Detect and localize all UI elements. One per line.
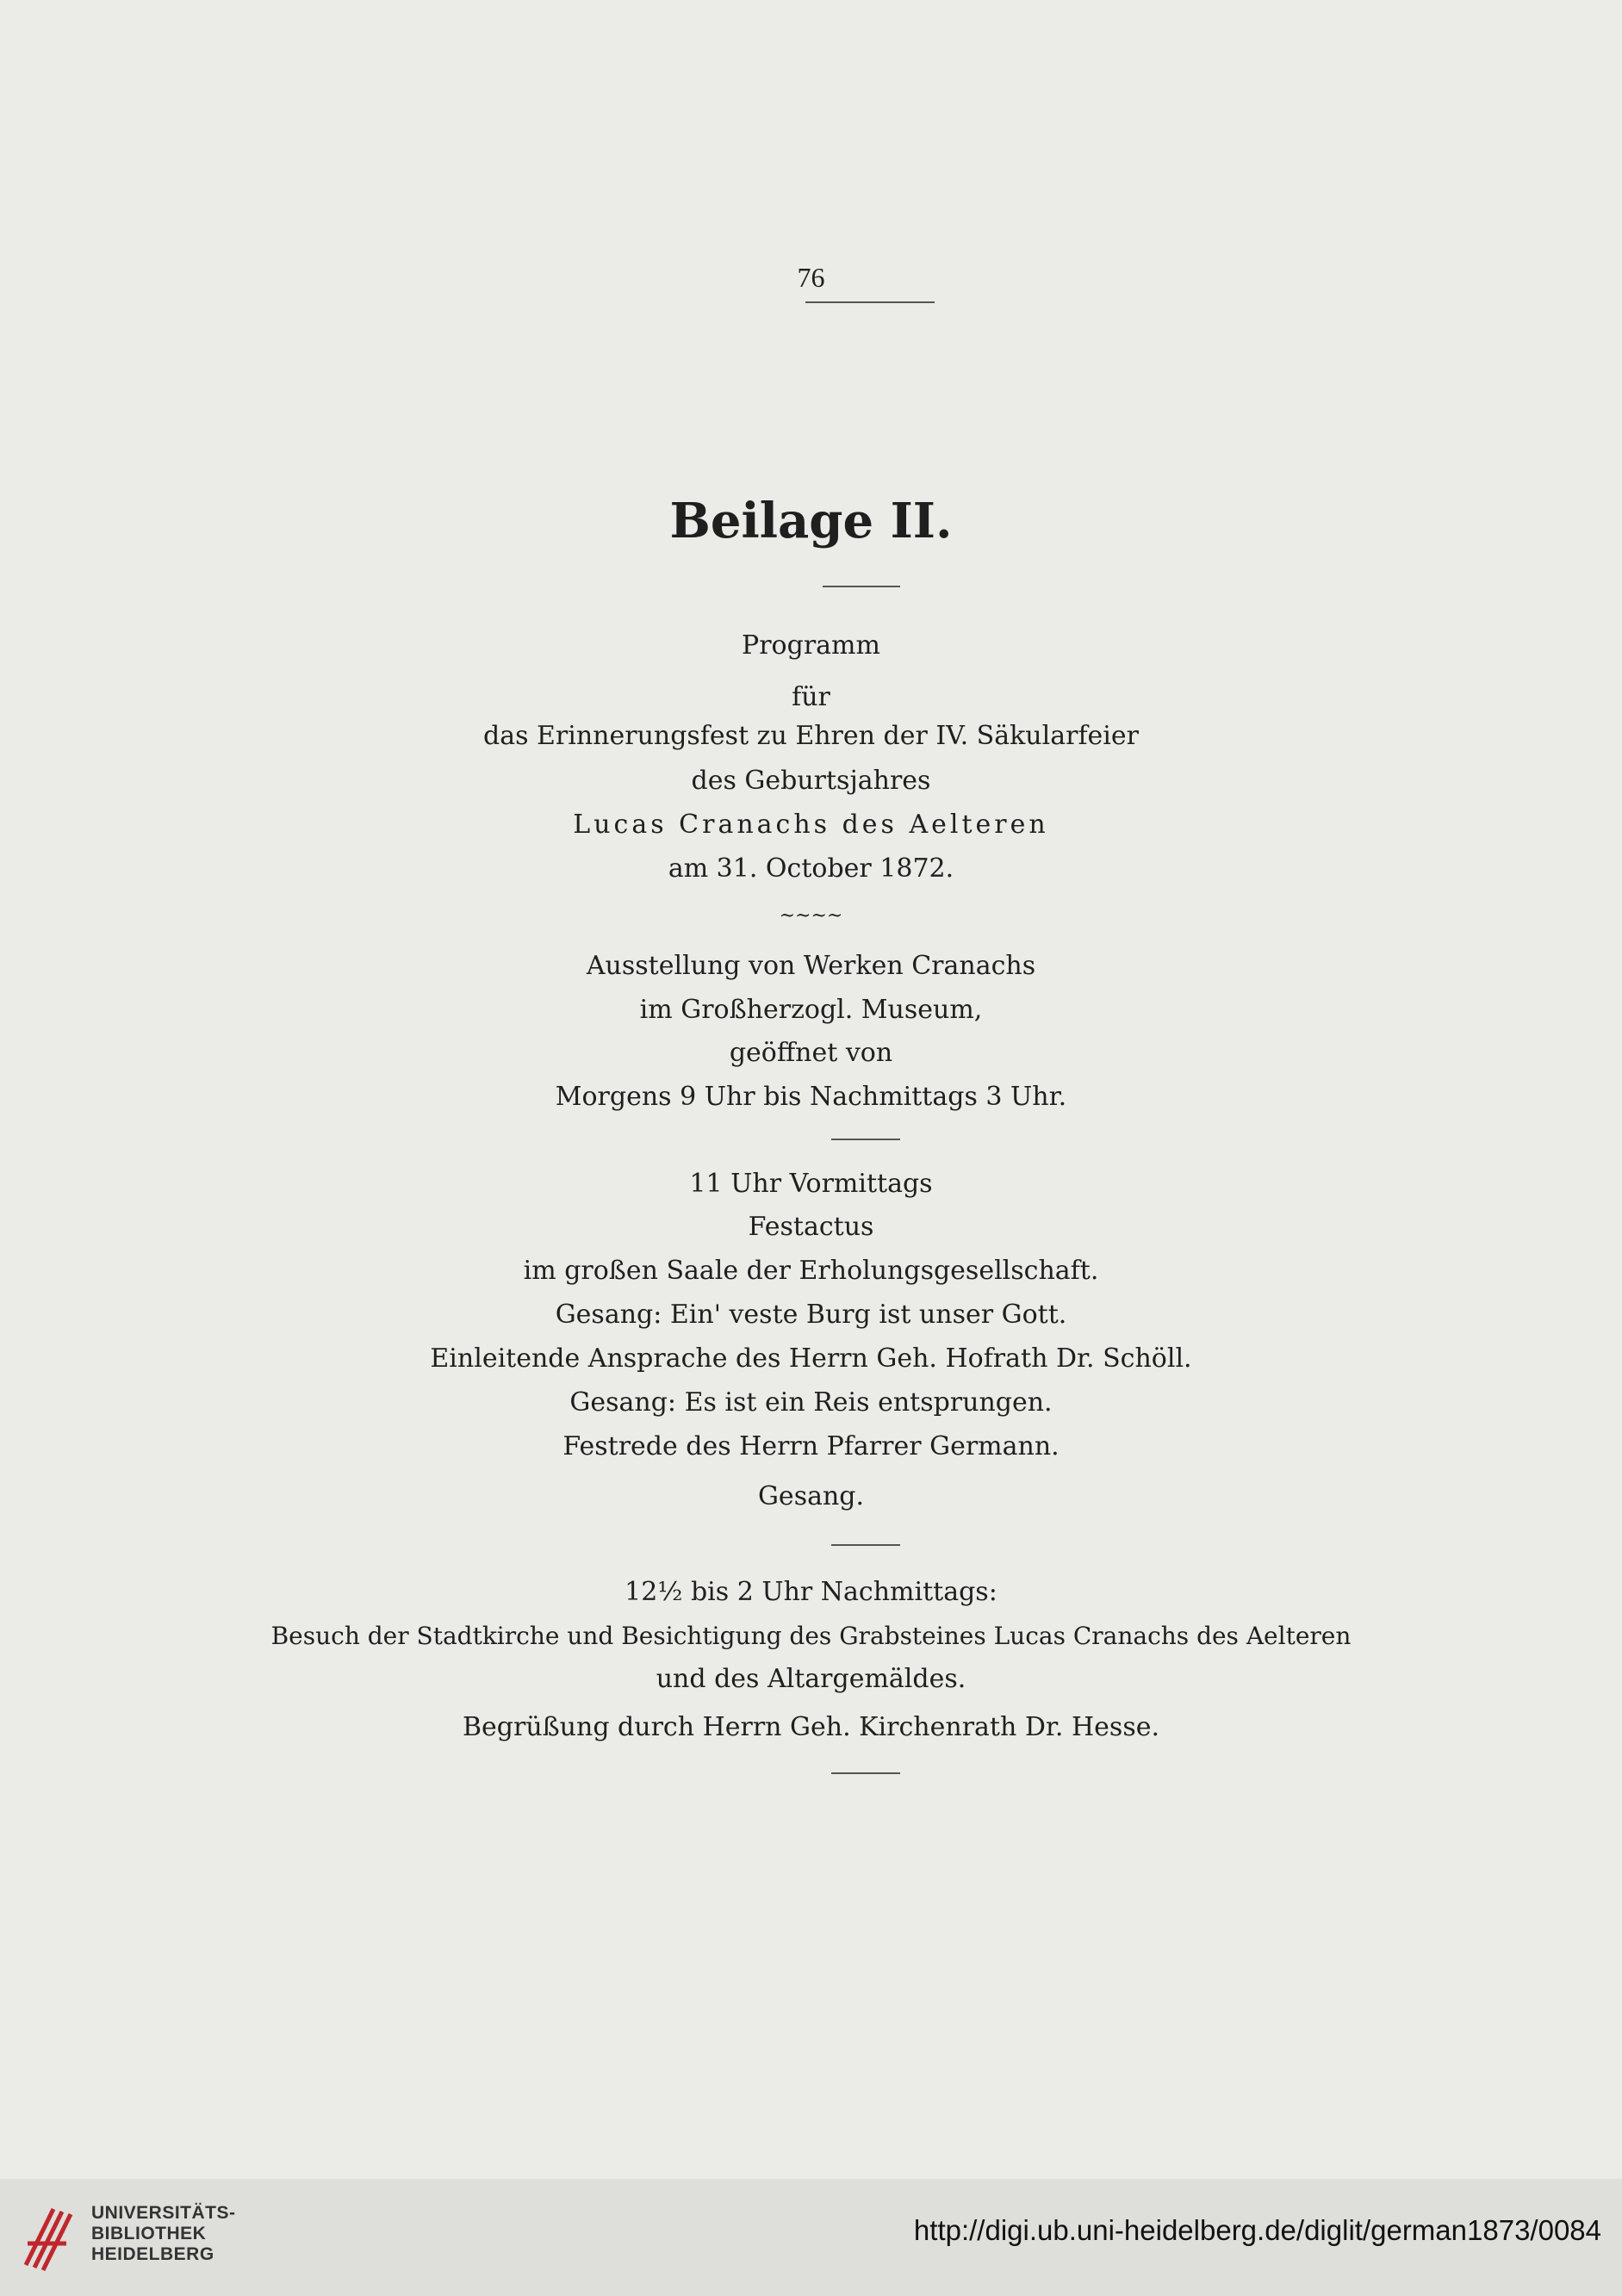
morning-item-3: Gesang: Es ist ein Reis entsprungen. <box>569 1387 1053 1418</box>
morning-item-1: Gesang: Ein' veste Burg ist unser Gott. <box>555 1300 1067 1330</box>
afternoon-greeting: Begrüßung durch Herrn Geh. Kirchenrath Dr. Hesse. <box>462 1712 1160 1742</box>
program-person: Lucas Cranachs des Aelteren <box>573 810 1049 840</box>
program-of-birth: des Geburtsjahres <box>691 766 931 796</box>
afternoon-time: 12½ bis 2 Uhr Nachmittags: <box>625 1577 997 1607</box>
ub-heidelberg-logo-icon <box>19 2192 81 2278</box>
program-date: am 31. October 1872. <box>668 853 954 884</box>
morning-item-2: Einleitende Ansprache des Herrn Geh. Hofrath Dr. Schöll. <box>430 1343 1192 1374</box>
exhibition-line-3: geöffnet von <box>729 1038 893 1068</box>
permalink-url[interactable]: http://digi.ub.uni-heidelberg.de/diglit/german1873/0084 <box>913 2214 1601 2246</box>
institution-line-3: HEIDELBERG <box>91 2244 214 2264</box>
section-rule-2 <box>831 1544 900 1546</box>
title-rule <box>823 586 900 587</box>
institution-line-2: BIBLIOTHEK <box>91 2224 207 2243</box>
section-rule-3 <box>831 1772 900 1774</box>
exhibition-line-1: Ausstellung von Werken Cranachs <box>586 951 1036 981</box>
morning-place: im großen Saale der Erholungsgesellschaft. <box>523 1256 1099 1286</box>
institution-name <box>91 2203 236 2265</box>
institution-line-1: UNIVERSITÄTS- <box>91 2203 236 2223</box>
morning-event: Festactus <box>748 1212 874 1242</box>
morning-item-4: Festrede des Herrn Pfarrer Germann. <box>562 1431 1060 1461</box>
page-number-rule <box>805 301 935 303</box>
program-for: für <box>792 682 830 712</box>
program-heading: Programm <box>742 630 880 661</box>
section-rule-1 <box>831 1139 900 1140</box>
afternoon-visit: Besuch der Stadtkirche und Besichtigung des Grabsteines Lucas Cranachs des Aelteren <box>270 1622 1352 1650</box>
exhibition-line-2: im Großherzogl. Museum, <box>639 995 983 1025</box>
morning-time: 11 Uhr Vormittags <box>689 1169 933 1199</box>
ornament-divider: ~~~~ <box>779 905 843 927</box>
page-number: 76 <box>797 262 825 293</box>
morning-item-5: Gesang. <box>757 1481 865 1511</box>
exhibition-line-4: Morgens 9 Uhr bis Nachmittags 3 Uhr. <box>555 1082 1067 1112</box>
program-occasion: das Erinnerungsfest zu Ehren der IV. Säkularfeier <box>482 721 1139 751</box>
page-title: Beilage II. <box>669 493 953 549</box>
afternoon-visit-2: und des Altargemäldes. <box>656 1664 966 1694</box>
